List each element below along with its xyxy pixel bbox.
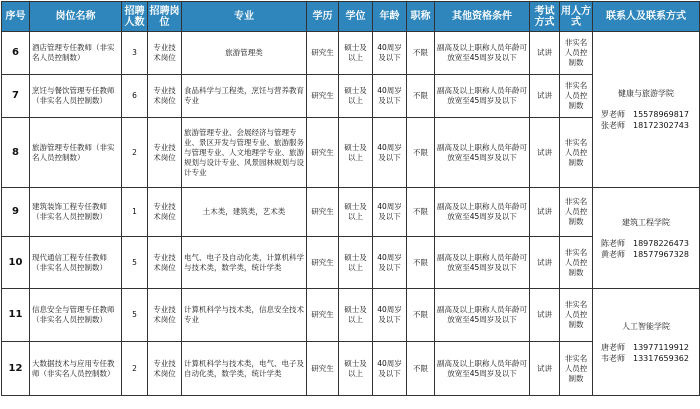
title-req: 不限 xyxy=(407,188,435,237)
employ-method: 非实名人员控制数 xyxy=(560,75,593,118)
other-qualification: 副高及以上职称人员年龄可放宽至45周岁及以下 xyxy=(435,188,530,237)
row-number: 7 xyxy=(2,75,30,118)
row-number: 8 xyxy=(2,118,30,188)
contact-name: 罗老师 xyxy=(601,110,625,119)
position-name: 酒店管理专任教师（非实名人员控制数） xyxy=(30,32,122,75)
title-req: 不限 xyxy=(407,75,435,118)
contact-cell xyxy=(593,32,700,188)
contact-cell xyxy=(593,188,700,289)
row-number: 6 xyxy=(2,32,30,75)
degree: 硕士及以上 xyxy=(339,118,373,188)
position-name: 烹饪与餐饮管理专任教师（非实名人员控制数） xyxy=(30,75,122,118)
position-type: 专业技术岗位 xyxy=(148,75,182,118)
degree: 硕士及以上 xyxy=(339,75,373,118)
title-req: 不限 xyxy=(407,289,435,342)
degree: 硕士及以上 xyxy=(339,289,373,342)
major: 旅游管理专业、会展经济与管理专业、景区开发与管理专业、旅游服务与管理专业、人文地理学专业、旅游规划与设计专业、风景园林规划与设计专业 xyxy=(182,118,307,188)
header-cell: 序号 xyxy=(2,2,30,32)
employ-method: 非实名人员控制数 xyxy=(560,118,593,188)
contact-person xyxy=(595,238,697,249)
education: 研究生 xyxy=(307,75,339,118)
position-type: 专业技术岗位 xyxy=(148,188,182,237)
contact-name: 黄老师 xyxy=(601,249,625,259)
header-cell: 用人方式 xyxy=(560,2,593,32)
row-number: 11 xyxy=(2,289,30,342)
title-req: 不限 xyxy=(407,118,435,188)
position-name: 旅游管理专任教师（非实名人员控制数） xyxy=(30,118,122,188)
header-cell: 联系人及联系方式 xyxy=(593,2,700,32)
contact-name: 陈老师 xyxy=(601,238,625,248)
education: 研究生 xyxy=(307,289,339,342)
age: 40周岁及以下 xyxy=(373,75,407,118)
position-name: 信息安全与管理专任教师（非实名人员控制数） xyxy=(30,289,122,342)
table-row xyxy=(2,32,700,75)
header-cell: 招聘人数 xyxy=(122,2,148,32)
header-cell: 招聘岗位 xyxy=(148,2,182,32)
education: 研究生 xyxy=(307,237,339,289)
position-name: 建筑装饰工程专任教师（非实名人员控制数） xyxy=(30,188,122,237)
major: 计算机科学与技术类，信息安全技术专业 xyxy=(182,289,307,342)
contact-person xyxy=(595,249,697,260)
header-row xyxy=(2,2,700,32)
title-req: 不限 xyxy=(407,237,435,289)
header-cell: 考试方式 xyxy=(530,2,560,32)
position-type: 专业技术岗位 xyxy=(148,118,182,188)
exam-method: 试讲 xyxy=(530,289,560,342)
row-number: 9 xyxy=(2,188,30,237)
position-type: 专业技术岗位 xyxy=(148,32,182,75)
employ-method: 非实名人员控制数 xyxy=(560,289,593,342)
degree: 硕士及以上 xyxy=(339,342,373,396)
age: 40周岁及以下 xyxy=(373,32,407,75)
employ-method: 非实名人员控制数 xyxy=(560,237,593,289)
header-cell: 学历 xyxy=(307,2,339,32)
contact-phone: 18172302743 xyxy=(633,121,689,130)
exam-method: 试讲 xyxy=(530,342,560,396)
header-cell: 年龄 xyxy=(373,2,407,32)
exam-method: 试讲 xyxy=(530,75,560,118)
contact-person xyxy=(595,353,697,364)
education: 研究生 xyxy=(307,188,339,237)
table-row xyxy=(2,188,700,237)
position-name: 现代通信工程专任教师（非实名人员控制数） xyxy=(30,237,122,289)
position-type: 专业技术岗位 xyxy=(148,342,182,396)
college-name: 建筑工程学院 xyxy=(622,217,670,227)
contact-phone: 13317659362 xyxy=(633,353,689,363)
table-row xyxy=(2,289,700,342)
contact-phone: 13977119912 xyxy=(633,342,689,352)
employ-method: 非实名人员控制数 xyxy=(560,342,593,396)
age: 40周岁及以下 xyxy=(373,237,407,289)
exam-method: 试讲 xyxy=(530,118,560,188)
contact-person xyxy=(595,342,697,353)
title-req: 不限 xyxy=(407,32,435,75)
hire-count: 3 xyxy=(122,32,148,75)
hire-count: 6 xyxy=(122,75,148,118)
other-qualification: 副高及以上职称人员年龄可放宽至45周岁及以下 xyxy=(435,289,530,342)
education: 研究生 xyxy=(307,118,339,188)
contact-cell xyxy=(593,289,700,396)
hire-count: 5 xyxy=(122,237,148,289)
other-qualification: 副高及以上职称人员年龄可放宽至45周岁及以下 xyxy=(435,118,530,188)
header-cell: 专业 xyxy=(182,2,307,32)
contact-person xyxy=(595,120,697,131)
contact-phone: 15578969817 xyxy=(633,110,689,119)
contact-phone: 18978226473 xyxy=(633,238,689,248)
employ-method: 非实名人员控制数 xyxy=(560,32,593,75)
row-number: 12 xyxy=(2,342,30,396)
other-qualification: 副高及以上职称人员年龄可放宽至45周岁及以下 xyxy=(435,237,530,289)
major: 计算机科学与技术类，电气、电子及自动化类，数学类，统计学类 xyxy=(182,342,307,396)
hire-count: 2 xyxy=(122,342,148,396)
hire-count: 5 xyxy=(122,289,148,342)
major: 电气、电子及自动化类，计算机科学与技术类，数学类，统计学类 xyxy=(182,237,307,289)
header-cell: 职称 xyxy=(407,2,435,32)
age: 40周岁及以下 xyxy=(373,342,407,396)
hire-count: 1 xyxy=(122,188,148,237)
contact-name: 张老师 xyxy=(601,121,625,130)
degree: 硕士及以上 xyxy=(339,32,373,75)
major: 食品科学与工程类，烹饪与营养教育专业 xyxy=(182,75,307,118)
exam-method: 试讲 xyxy=(530,32,560,75)
age: 40周岁及以下 xyxy=(373,289,407,342)
contact-name: 唐老师 xyxy=(601,342,625,352)
major: 旅游管理类 xyxy=(182,32,307,75)
header-cell: 岗位名称 xyxy=(30,2,122,32)
contact-name: 韦老师 xyxy=(601,353,625,363)
other-qualification: 副高及以上职称人员年龄可放宽至45周岁及以下 xyxy=(435,75,530,118)
header-cell: 学位 xyxy=(339,2,373,32)
age: 40周岁及以下 xyxy=(373,188,407,237)
college-name: 健康与旅游学院 xyxy=(618,89,674,98)
contact-person xyxy=(595,109,697,120)
hire-count: 2 xyxy=(122,118,148,188)
education: 研究生 xyxy=(307,32,339,75)
exam-method: 试讲 xyxy=(530,188,560,237)
row-number: 10 xyxy=(2,237,30,289)
education: 研究生 xyxy=(307,342,339,396)
age: 40周岁及以下 xyxy=(373,118,407,188)
degree: 硕士及以上 xyxy=(339,237,373,289)
other-qualification: 副高及以上职称人员年龄可放宽至45周岁及以下 xyxy=(435,342,530,396)
position-type: 专业技术岗位 xyxy=(148,237,182,289)
employ-method: 非实名人员控制数 xyxy=(560,188,593,237)
position-name: 大数据技术与应用专任教师（非实名人员控制数） xyxy=(30,342,122,396)
recruitment-table xyxy=(1,1,700,396)
contact-phone: 18577967328 xyxy=(633,249,689,259)
major: 土木类，建筑类，艺术类 xyxy=(182,188,307,237)
exam-method: 试讲 xyxy=(530,237,560,289)
other-qualification: 副高及以上职称人员年龄可放宽至45周岁及以下 xyxy=(435,32,530,75)
degree: 硕士及以上 xyxy=(339,188,373,237)
title-req: 不限 xyxy=(407,342,435,396)
header-cell: 其他资格条件 xyxy=(435,2,530,32)
position-type: 专业技术岗位 xyxy=(148,289,182,342)
college-name: 人工智能学院 xyxy=(622,321,670,331)
